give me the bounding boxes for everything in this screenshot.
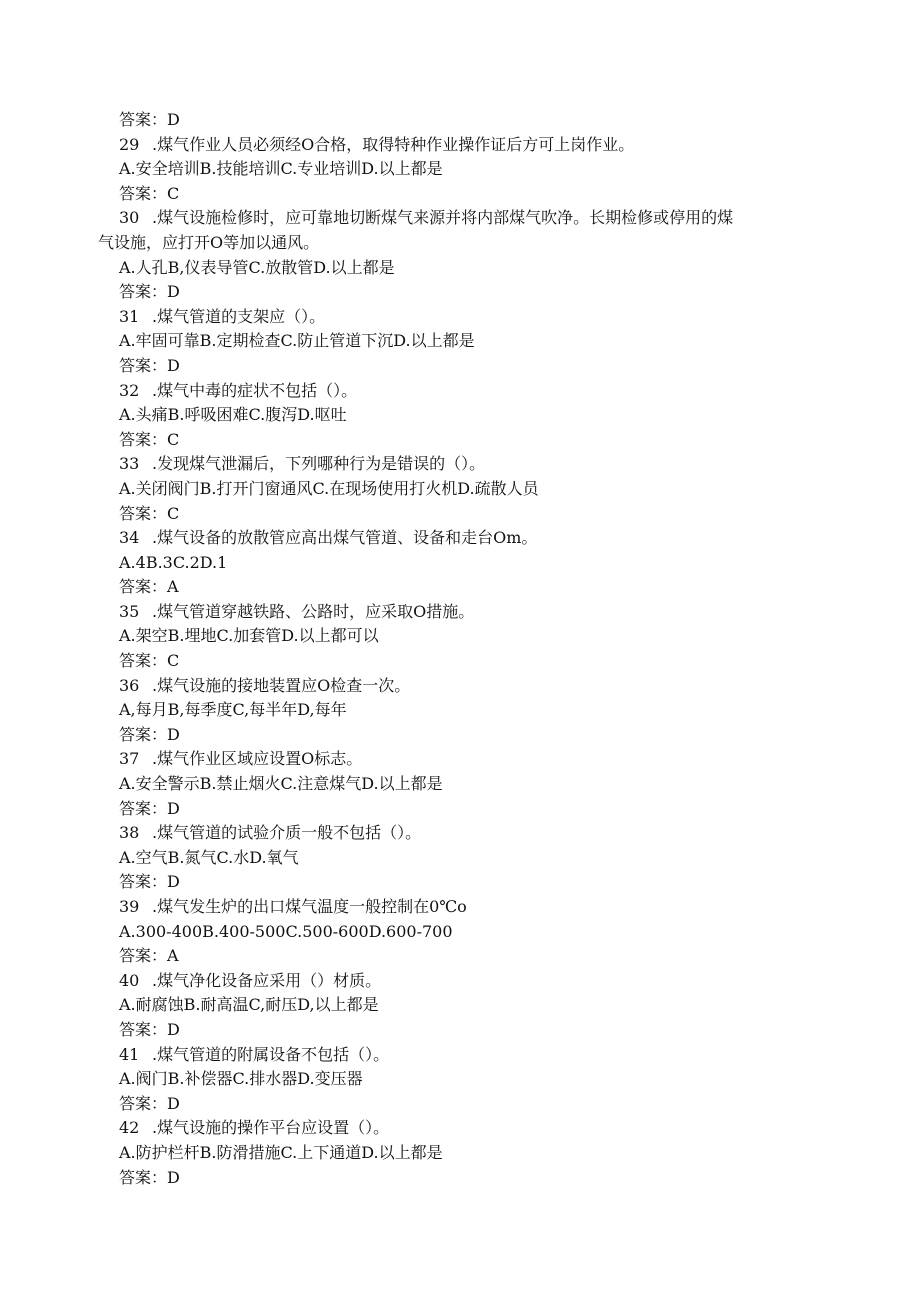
answer-line: 答案：D <box>119 110 180 129</box>
question-text: .煤气设备的放散管应高出煤气管道、设备和走台Om。 <box>152 528 538 548</box>
answer-line: 答案：D <box>119 355 180 375</box>
question-number: 29 <box>119 134 140 154</box>
answer-line: 答案：D <box>119 282 180 302</box>
question-text: .煤气管道的试验介质一般不包括（）。 <box>152 823 422 843</box>
question-text: .煤气净化设备应采用（）材质。 <box>152 970 382 990</box>
options-line: A.4B.3C.2D.1 <box>119 552 228 572</box>
question-line <box>0 674 920 699</box>
question-number: 30 <box>119 208 140 228</box>
question-line <box>0 821 920 846</box>
options-line: A.防护栏杆B.防滑措施C.上下通道D.以上都是 <box>119 1142 443 1162</box>
options-line: A.头痛B.呼吸困难C.腹泻D.呕吐 <box>119 405 347 425</box>
question-text: .煤气作业人员必须经O合格，取得特种作业操作证后方可上岗作业。 <box>152 134 635 154</box>
question-line <box>0 1043 920 1068</box>
question-number: 36 <box>119 675 140 695</box>
question-number: 39 <box>119 897 140 916</box>
options-line: A.阀门B.补偿器C.排水器D.变压器 <box>119 1069 363 1089</box>
question-text: .煤气中毒的症状不包括（）。 <box>152 380 358 400</box>
options-line: A.安全警示B.禁止烟火C.注意煤气D.以上都是 <box>119 774 443 794</box>
question-line <box>0 526 920 551</box>
question-number: 32 <box>119 380 140 400</box>
question-number: 42 <box>119 1118 140 1138</box>
answer-line: 答案：C <box>119 429 180 449</box>
question-line <box>0 747 920 772</box>
question-number: 33 <box>119 454 140 474</box>
question-text: .煤气管道的附属设备不包括（）。 <box>152 1044 390 1064</box>
answer-line: 答案：D <box>119 724 180 744</box>
answer-line: 答案：D <box>119 1093 180 1113</box>
question-number: 41 <box>119 1044 140 1064</box>
question-line <box>0 600 920 625</box>
question-number: 37 <box>119 749 140 769</box>
question-text: .煤气管道穿越铁路、公路时，应采取O措施。 <box>152 601 475 621</box>
question-line <box>0 895 920 920</box>
question-number: 35 <box>119 601 140 621</box>
options-line: A,每月B,每季度C,每半年D,每年 <box>119 700 347 720</box>
question-text: .煤气发生炉的出口煤气温度一般控制在0℃o <box>152 897 467 916</box>
options-line: A.空气B.氮气C.水D.氧气 <box>119 847 299 867</box>
question-text-continuation: 气设施，应打开O等加以通风。 <box>98 232 320 252</box>
answer-line: 答案：D <box>119 798 180 818</box>
document-page <box>0 108 920 1190</box>
options-line: A.安全培训B.技能培训C.专业培训D.以上都是 <box>119 159 443 179</box>
question-number: 38 <box>119 823 140 843</box>
options-line: A.牢固可靠B.定期检查C.防止管道下沉D.以上都是 <box>119 331 475 351</box>
question-number: 31 <box>119 306 140 326</box>
question-number: 40 <box>119 970 140 990</box>
question-line <box>0 133 920 158</box>
answer-line: 答案：D <box>119 1019 180 1039</box>
question-line <box>0 305 920 330</box>
options-line: A.耐腐蚀B.耐高温C,耐压D,以上都是 <box>119 995 379 1015</box>
question-line <box>0 206 920 231</box>
question-text: .煤气设施检修时，应可靠地切断煤气来源并将内部煤气吹净。长期检修或停用的煤 <box>152 208 734 228</box>
question-text: .煤气设施的接地装置应O检查一次。 <box>152 675 411 695</box>
options-line: A.架空B.埋地C.加套管D.以上都可以 <box>119 626 379 646</box>
answer-line: 答案：C <box>119 651 180 671</box>
answer-line: 答案：A <box>119 946 179 966</box>
options-line: A.人孔B,仪表导管C.放散管D.以上都是 <box>119 257 395 277</box>
options-line: A.关闭阀门B.打开门窗通风C.在现场使用打火机D.疏散人员 <box>119 478 539 498</box>
question-number: 34 <box>119 528 140 548</box>
answer-line: 答案：A <box>119 577 179 597</box>
answer-line: 答案：C <box>119 183 180 203</box>
options-line: A.300-400B.400-500C.500-600D.600-700 <box>119 921 453 941</box>
question-line <box>0 1116 920 1141</box>
answer-line: 答案：D <box>119 1167 180 1187</box>
question-text: .煤气设施的操作平台应设置（）。 <box>152 1118 390 1138</box>
answer-line: 答案：C <box>119 503 180 523</box>
question-line <box>0 452 920 477</box>
question-line <box>0 379 920 404</box>
question-text: .发现煤气泄漏后，下列哪种行为是错误的（）。 <box>152 454 486 474</box>
question-text: .煤气作业区域应设置O标志。 <box>152 749 363 769</box>
answer-line: 答案：D <box>119 872 180 892</box>
question-line <box>0 969 920 994</box>
question-text: .煤气管道的支架应（）。 <box>152 306 326 326</box>
